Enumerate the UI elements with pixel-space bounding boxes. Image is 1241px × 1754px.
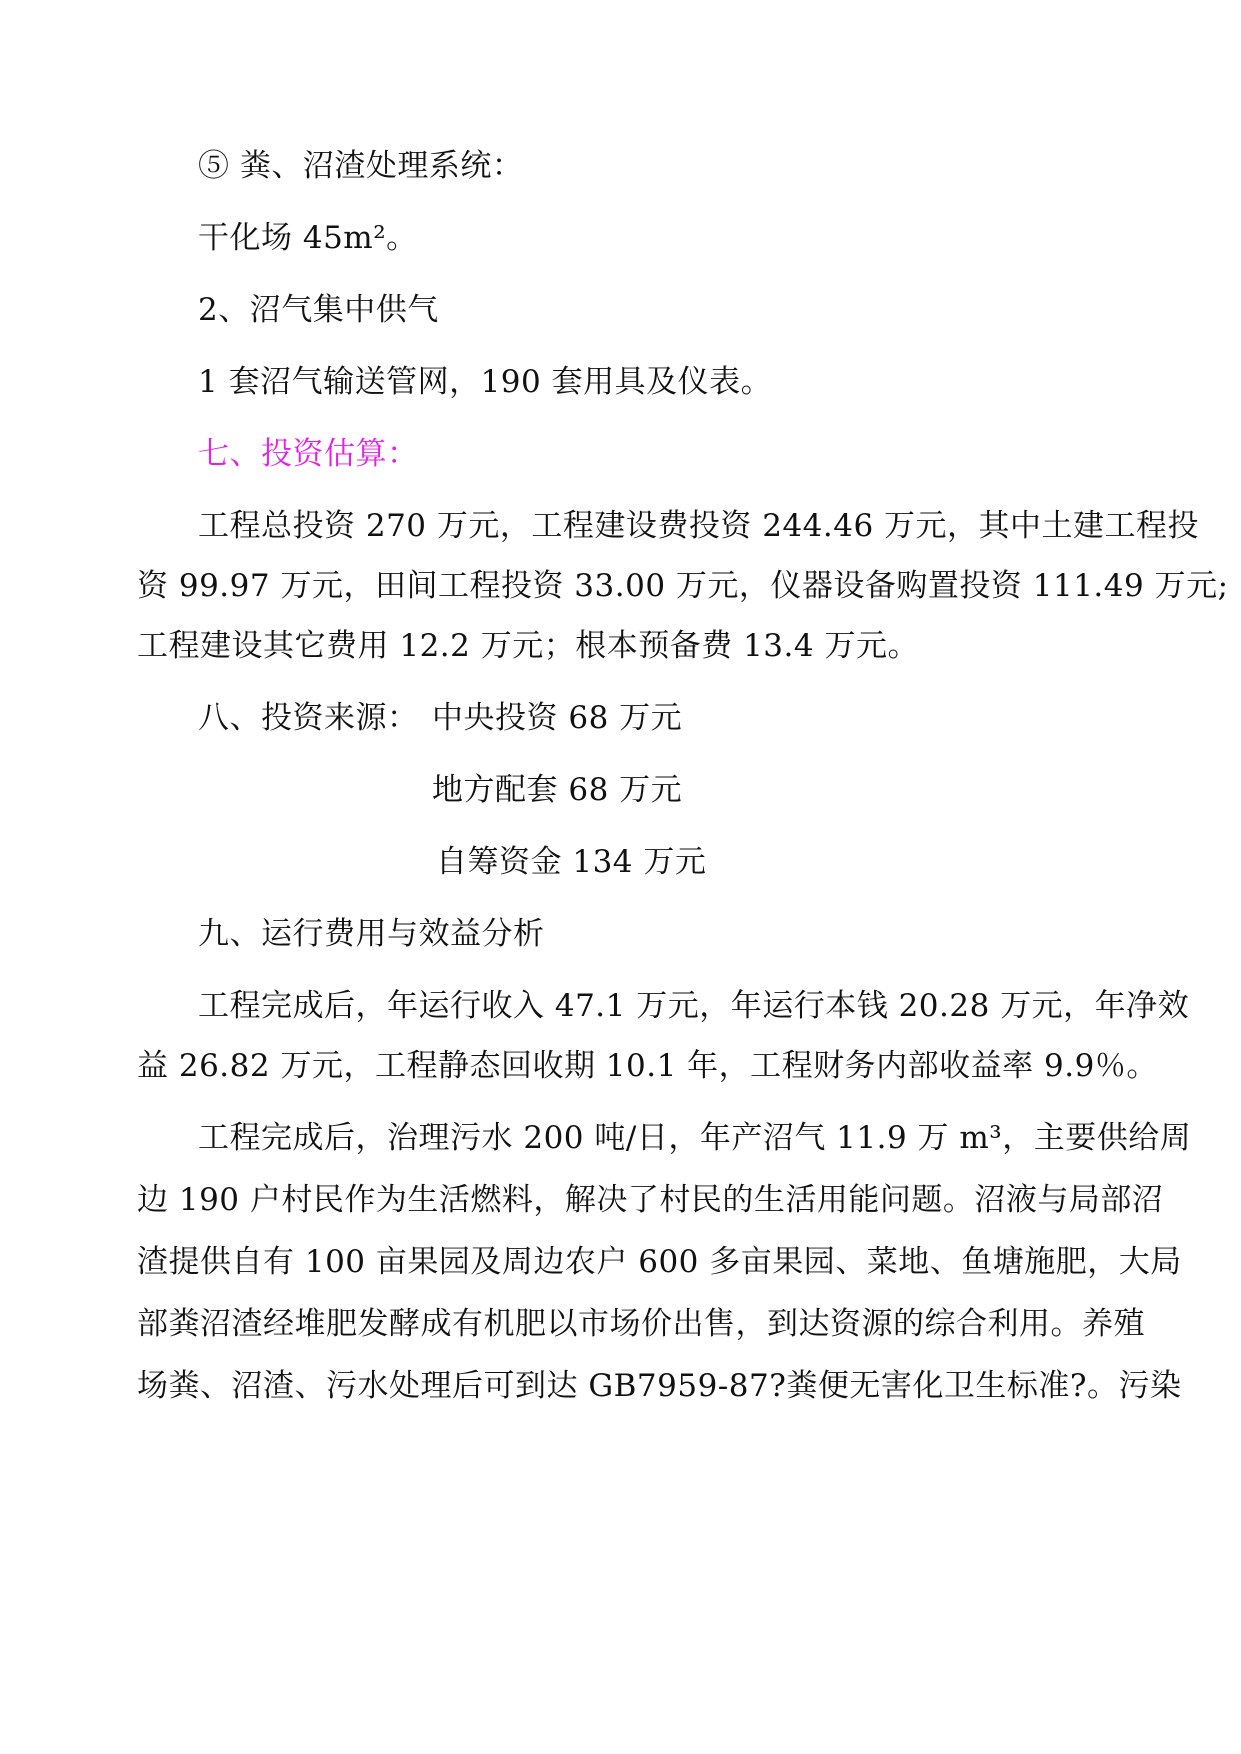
section-title-biogas-supply: 2、沼气集中供气	[198, 292, 439, 328]
funding-source-label: 八、投资来源：	[198, 700, 419, 736]
funding-item-self: 自筹资金 134 万元	[436, 844, 707, 880]
biogas-supply-detail: 1 套沼气输送管网，190 套用具及仪表。	[198, 364, 773, 400]
benefit-paragraph-line-2: 益 26.82 万元，工程静态回收期 10.1 年，工程财务内部收益率 9.9％。	[137, 1048, 1158, 1084]
impact-paragraph-line-5: 场粪、沼渣、污水处理后可到达 GB7959-87?粪便无害化卫生标准?。污染	[137, 1368, 1182, 1404]
investment-paragraph-line-1: 工程总投资 270 万元，工程建设费投资 244.46 万元，其中土建工程投	[198, 508, 1200, 544]
funding-item-local: 地方配套 68 万元	[432, 772, 683, 808]
drying-field-text: 干化场 45m²。	[198, 220, 418, 256]
investment-paragraph-line-2: 资 99.97 万元，田间工程投资 33.00 万元，仪器设备购置投资 111.49 万元;	[137, 568, 1229, 604]
impact-paragraph-line-3: 渣提供自有 100 亩果园及周边农户 600 多亩果园、菜地、鱼塘施肥，大局	[137, 1244, 1182, 1280]
investment-paragraph-line-3: 工程建设其它费用 12.2 万元；根本预备费 13.4 万元。	[137, 628, 919, 664]
funding-item-central: 中央投资 68 万元	[432, 700, 683, 736]
section-title-investment-estimate: 七、投资估算：	[198, 436, 419, 472]
impact-paragraph-line-4: 部粪沼渣经堆肥发酵成有机肥以市场价出售，到达资源的综合利用。养殖	[137, 1306, 1145, 1342]
section-title-manure-treatment: ⑤ 粪、沼渣处理系统：	[198, 148, 524, 184]
benefit-paragraph-line-1: 工程完成后，年运行收入 47.1 万元，年运行本钱 20.28 万元，年净效	[198, 988, 1190, 1024]
impact-paragraph-line-1: 工程完成后，治理污水 200 吨/日，年产沼气 11.9 万 m³，主要供给周	[198, 1120, 1192, 1156]
section-title-benefit-analysis: 九、运行费用与效益分析	[198, 916, 545, 952]
impact-paragraph-line-2: 边 190 户村民作为生活燃料，解决了村民的生活用能问题。沼液与局部沼	[137, 1182, 1164, 1218]
